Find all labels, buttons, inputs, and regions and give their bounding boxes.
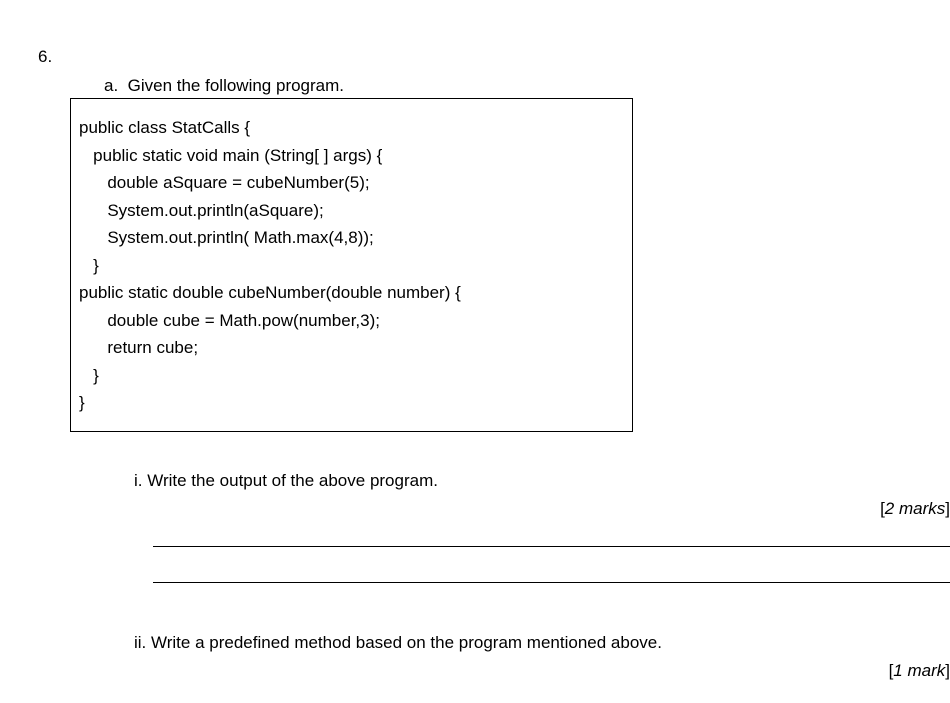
sub-question-i: i. Write the output of the above program.: [134, 471, 438, 490]
marks-bracket-close: ]: [945, 499, 950, 518]
marks-bracket-open: [: [880, 499, 885, 518]
code-line: }: [79, 393, 85, 412]
code-line: }: [79, 256, 99, 275]
question-number: 6.: [38, 47, 53, 66]
code-line: public static void main (String[ ] args) {: [79, 146, 383, 165]
sub-question-ii: ii. Write a predefined method based on the program mentioned above.: [134, 633, 662, 652]
code-line: System.out.println(aSquare);: [79, 201, 324, 220]
code-line: }: [79, 366, 99, 385]
code-line: return cube;: [79, 338, 199, 357]
code-line: double aSquare = cubeNumber(5);: [79, 173, 370, 192]
code-line: public class StatCalls {: [79, 118, 251, 137]
marks-label-ii: [889, 661, 950, 681]
marks-value-i: 2 marks: [884, 499, 946, 518]
marks-label-i: [880, 499, 950, 519]
code-line: System.out.println( Math.max(4,8));: [79, 228, 374, 247]
code-line: public static double cubeNumber(double number) {: [79, 283, 461, 302]
marks-value-ii: 1 mark: [893, 661, 946, 680]
marks-bracket-open: [: [888, 661, 894, 680]
part-a-prompt: a. Given the following program.: [104, 76, 345, 95]
answer-line[interactable]: [153, 582, 950, 583]
code-line: double cube = Math.pow(number,3);: [79, 311, 380, 330]
marks-bracket-close: ]: [945, 661, 950, 680]
answer-line[interactable]: [153, 546, 950, 547]
code-box: [70, 98, 633, 432]
